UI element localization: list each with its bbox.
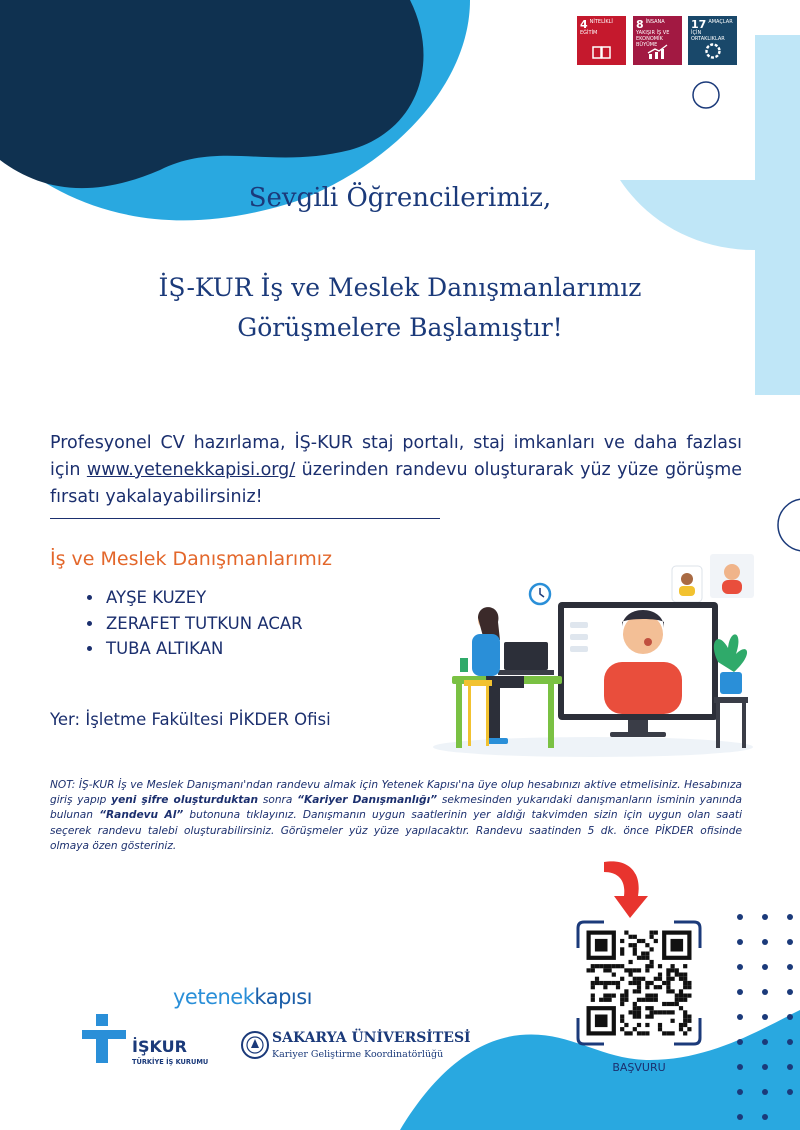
university-seal-icon — [240, 1030, 270, 1060]
yetenek-kapisi-link[interactable]: www.yetenekkapisi.org/ — [86, 460, 296, 480]
sdg-label: AMAÇLAR İÇİN ORTAKLIKLAR — [691, 19, 733, 42]
divider-line — [50, 518, 440, 519]
sdg-number: 4 — [580, 18, 588, 31]
sdg-number: 17 — [691, 18, 707, 31]
headline-line-2: Görüşmelere Başlamıştır! — [237, 313, 563, 342]
small-ring-top — [693, 82, 719, 108]
advisor-item: • ZERAFET TUTKUN ACAR — [104, 611, 303, 637]
greeting: Sevgili Öğrencilerimiz, — [248, 183, 552, 213]
sdg-badge-8 — [633, 16, 682, 65]
ring-right-edge — [778, 499, 800, 551]
advisor-item: • TUBA ALTIKAN — [104, 636, 303, 662]
iskur-subtitle: TÜRKİYE İŞ KURUMU — [132, 1058, 209, 1066]
note-paragraph — [50, 778, 742, 854]
sdg-label: İNSANA YAKIŞIR İŞ VE EKONOMİK BÜYÜME — [636, 19, 670, 48]
advisors-list — [80, 585, 303, 662]
yetenek-kapisi-logo — [173, 985, 312, 1009]
note-text-2: sonra — [258, 794, 298, 807]
yetenek-logo-part-1: yetenek — [173, 985, 255, 1009]
qr-code[interactable] — [574, 918, 704, 1048]
note-bold-1: yeni şifre oluşturduktan — [111, 794, 259, 807]
university-subtitle: Kariyer Geliştirme Koordinatörlüğü — [272, 1049, 444, 1060]
iskur-name: İŞKUR — [132, 1037, 187, 1056]
growth-chart-icon — [633, 44, 682, 62]
intro-paragraph — [50, 430, 742, 511]
note-text-3: sekmesinden yukarıdaki danışmanların isminin yanında bulunan — [50, 794, 743, 822]
advisors-heading: İş ve Meslek Danışmanlarımız — [50, 548, 332, 570]
red-arrow-icon — [592, 856, 652, 922]
sdg-badge-4 — [577, 16, 626, 65]
intro-text-1: Profesyonel CV hazırlama, İŞ-KUR staj portalı, staj imkanları ve daha fazlası için — [50, 433, 742, 480]
advisor-item: • AYŞE KUZEY — [104, 585, 303, 611]
sdg-number: 8 — [636, 18, 644, 31]
note-bold-2: “Kariyer Danışmanlığı” — [297, 794, 438, 807]
sdg-label: NİTELİKLİ EĞİTİM — [580, 19, 613, 36]
note-text-1: NOT: İŞ-KUR İş ve Meslek Danışmanı'ndan randevu almak için Yetenek Kapısı'na üye olup hesabınızı aktive etmelisiniz. Hesabınıza giriş yapıp — [50, 779, 742, 807]
book-pencil-icon — [577, 44, 626, 62]
headline-line-1: İŞ-KUR İş ve Meslek Danışmanlarımız — [158, 273, 642, 302]
ring-icon — [688, 42, 737, 62]
sdg-badge-17 — [688, 16, 737, 65]
video-call-illustration — [428, 542, 758, 762]
intro-text-2: üzerinden randevu oluşturarak yüz yüze görüşme fırsatı yakalayabilirsiniz! — [50, 460, 743, 507]
note-text-4: butonuna tıklayınız. Danışmanın uygun saatlerinin yer aldığı takvimden sizin için uygun olan saati seçerek randevu talebi oluşturabilirsiniz. Görüşmeler yüz yüze yapılacaktır. Randevu saatinden 5 dk. önce PİKDER ofisinde olmaya özen gösteriniz. — [50, 809, 743, 852]
headline — [0, 268, 800, 348]
yetenek-logo-part-2: kapısı — [254, 985, 313, 1009]
note-bold-3: “Randevu Al” — [99, 809, 184, 822]
qr-caption: BAŞVURU — [612, 1061, 666, 1074]
qr-code-image — [574, 918, 704, 1048]
location-text: Yer: İşletme Fakültesi PİKDER Ofisi — [50, 710, 331, 729]
university-name: SAKARYA ÜNİVERSİTESİ — [272, 1030, 471, 1046]
iskur-logo-icon — [82, 1012, 128, 1064]
